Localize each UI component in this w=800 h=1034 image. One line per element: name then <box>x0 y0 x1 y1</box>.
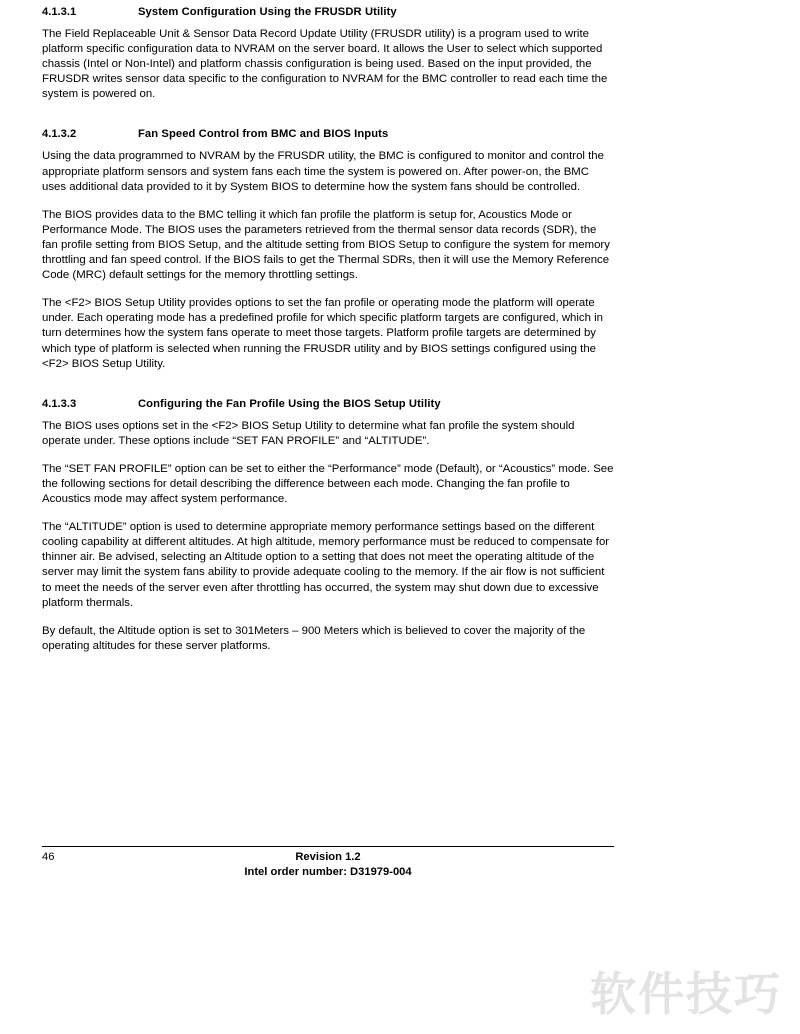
paragraph: The “SET FAN PROFILE” option can be set to either the “Performance” mode (Default), or “Acoustics” mode. See the following sections for detail describing the difference between each mode. Changing the fan profile to Acoustics mode may affect system performance. <box>42 462 614 506</box>
section-heading-4-1-3-1 <box>42 6 614 18</box>
section-heading-4-1-3-2 <box>42 128 614 140</box>
watermark: 软件技巧 <box>590 967 782 1021</box>
page-number: 46 <box>42 851 55 863</box>
paragraph: The <F2> BIOS Setup Utility provides options to set the fan profile or operating mode the platform will operate under. Each operating mode has a predefined profile for which specific platform targets are configured, which in turn determines how the system fans operate to meet those targets. Platform profile targets are determined by which type of platform is selected when running the FRUSDR utility and by BIOS settings configured using the <F2> BIOS Setup Utility. <box>42 297 603 370</box>
footer-divider <box>42 846 614 847</box>
section-title: Fan Speed Control from BMC and BIOS Inputs <box>138 128 389 141</box>
paragraph: Using the data programmed to NVRAM by the FRUSDR utility, the BMC is configured to monitor and control the appropriate platform sensors and system fans each time the system is powered on. After power-on, the BMC uses additional data provided to it by System BIOS to determine how the system fans should be controlled. <box>42 150 604 193</box>
section-number: 4.1.3.1 <box>42 6 77 18</box>
paragraph: The “ALTITUDE” option is used to determine appropriate memory performance settings based on the different cooling capability at different altitudes. At high altitude, memory performance must be reduced to compensate for thinner air. Be advised, selecting an Altitude option to a setting that does not meet the operating altitude of the server may limit the system fans ability to provide adequate cooling to the memory. If the air flow is not sufficient to meet the needs of the server even after throttling has occurred, the system may shut down due to excessive platform thermals. <box>42 521 610 609</box>
order-number-label: Intel order number: D31979-004 <box>244 866 412 878</box>
footer-line-1 <box>42 851 614 865</box>
section-title: Configuring the Fan Profile Using the BIOS Setup Utility <box>138 397 441 410</box>
page-footer <box>42 846 614 878</box>
section-title: System Configuration Using the FRUSDR Utility <box>138 6 397 18</box>
paragraph: The BIOS provides data to the BMC telling it which fan profile the platform is setup for, Acoustics Mode or Performance Mode. The BIOS uses the parameters retrieved from the thermal sensor data records (SDR), the fan profile setting from BIOS Setup, and the altitude setting from BIOS Setup to configure the system for memory throttling and fan speed control. If the BIOS fails to get the Thermal SDRs, then it will use the Memory Reference Code (MRC) default settings for the memory throttling settings. <box>42 208 610 282</box>
page-content <box>42 0 614 654</box>
paragraph: The Field Replaceable Unit & Sensor Data Record Update Utility (FRUSDR utility) is a program used to write platform specific configuration data to NVRAM on the server board. It allows the User to select which supported chassis (Intel or Non-Intel) and platform chassis configuration is being used. Based on the input provided, the FRUSDR writes sensor data specific to the configuration to NVRAM for the BMC controller to read each time the system is powered on. <box>42 28 608 101</box>
revision-label: Revision 1.2 <box>295 851 361 863</box>
section-heading-4-1-3-3 <box>42 398 614 410</box>
paragraph: By default, the Altitude option is set to 301Meters – 900 Meters which is believed to cover the majority of the operating altitudes for these server platforms. <box>42 624 586 652</box>
paragraph: The BIOS uses options set in the <F2> BIOS Setup Utility to determine what fan profile the system should operate under. These options include “SET FAN PROFILE” and “ALTITUDE”. <box>42 419 575 447</box>
section-number: 4.1.3.3 <box>42 397 77 410</box>
section-number: 4.1.3.2 <box>42 128 77 141</box>
